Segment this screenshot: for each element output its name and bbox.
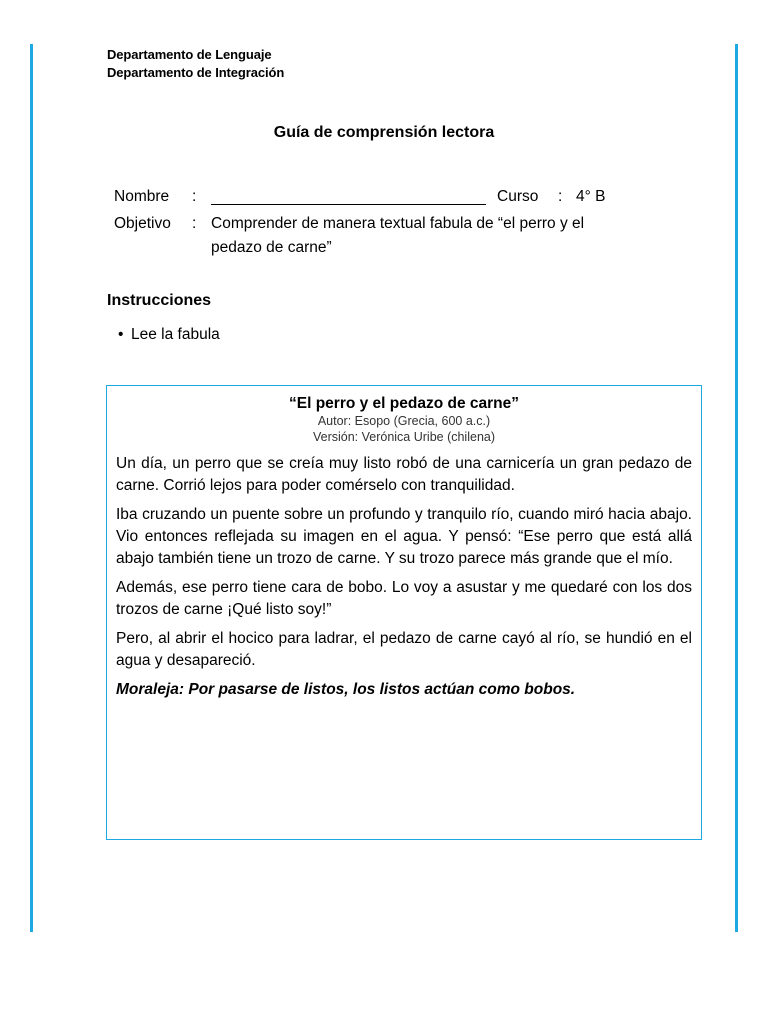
nombre-field-line[interactable] <box>211 204 486 205</box>
story-paragraph: Iba cruzando un puente sobre un profundo y tranquilo río, cuando miró hacia abajo. Vio entonces reflejada su imagen en el agua. Y pensó: “Ese perro que está allá abajo también tiene un trozo de carne. Y su trozo parece más grande que el mío. <box>116 506 692 567</box>
story-box <box>106 385 702 840</box>
right-margin-rule <box>735 44 738 932</box>
bullet-icon: • <box>118 326 124 343</box>
story-title: “El perro y el pedazo de carne” <box>289 395 519 412</box>
story-paragraph: Pero, al abrir el hocico para ladrar, el pedazo de carne cayó al río, se hundió en el agua y desapareció. <box>116 630 692 669</box>
page-title: Guía de comprensión lectora <box>273 124 495 141</box>
story-paragraph: Además, ese perro tiene cara de bobo. Lo voy a asustar y me quedaré con los dos trozos de carne ¡Qué listo soy!” <box>116 579 692 618</box>
nombre-colon: : <box>192 188 197 205</box>
story-moral: Moraleja: Por pasarse de listos, los listos actúan como bobos. <box>116 681 576 698</box>
story-paragraph: Un día, un perro que se creía muy listo robó de una carnicería un gran pedazo de carne. Corrió lejos para poder comérselo con tranquilidad. <box>116 455 692 494</box>
objetivo-label: Objetivo <box>114 215 171 232</box>
instructions-heading: Instrucciones <box>107 292 212 309</box>
curso-colon: : <box>558 188 563 205</box>
curso-label: Curso <box>497 188 539 205</box>
curso-value: 4° B <box>576 188 606 205</box>
story-version: Versión: Verónica Uribe (chilena) <box>312 430 496 444</box>
department-line-1: Departamento de Lenguaje <box>107 47 272 62</box>
objetivo-text-line-2: pedazo de carne” <box>211 239 332 256</box>
department-line-2: Departamento de Integración <box>107 65 285 80</box>
instruction-item: Lee la fabula <box>131 326 220 343</box>
left-margin-rule <box>30 44 33 932</box>
story-author: Autor: Esopo (Grecia, 600 a.c.) <box>317 414 491 428</box>
objetivo-text-line-1: Comprender de manera textual fabula de “el perro y el <box>211 215 585 232</box>
nombre-label: Nombre <box>114 188 170 205</box>
objetivo-colon: : <box>192 215 197 232</box>
